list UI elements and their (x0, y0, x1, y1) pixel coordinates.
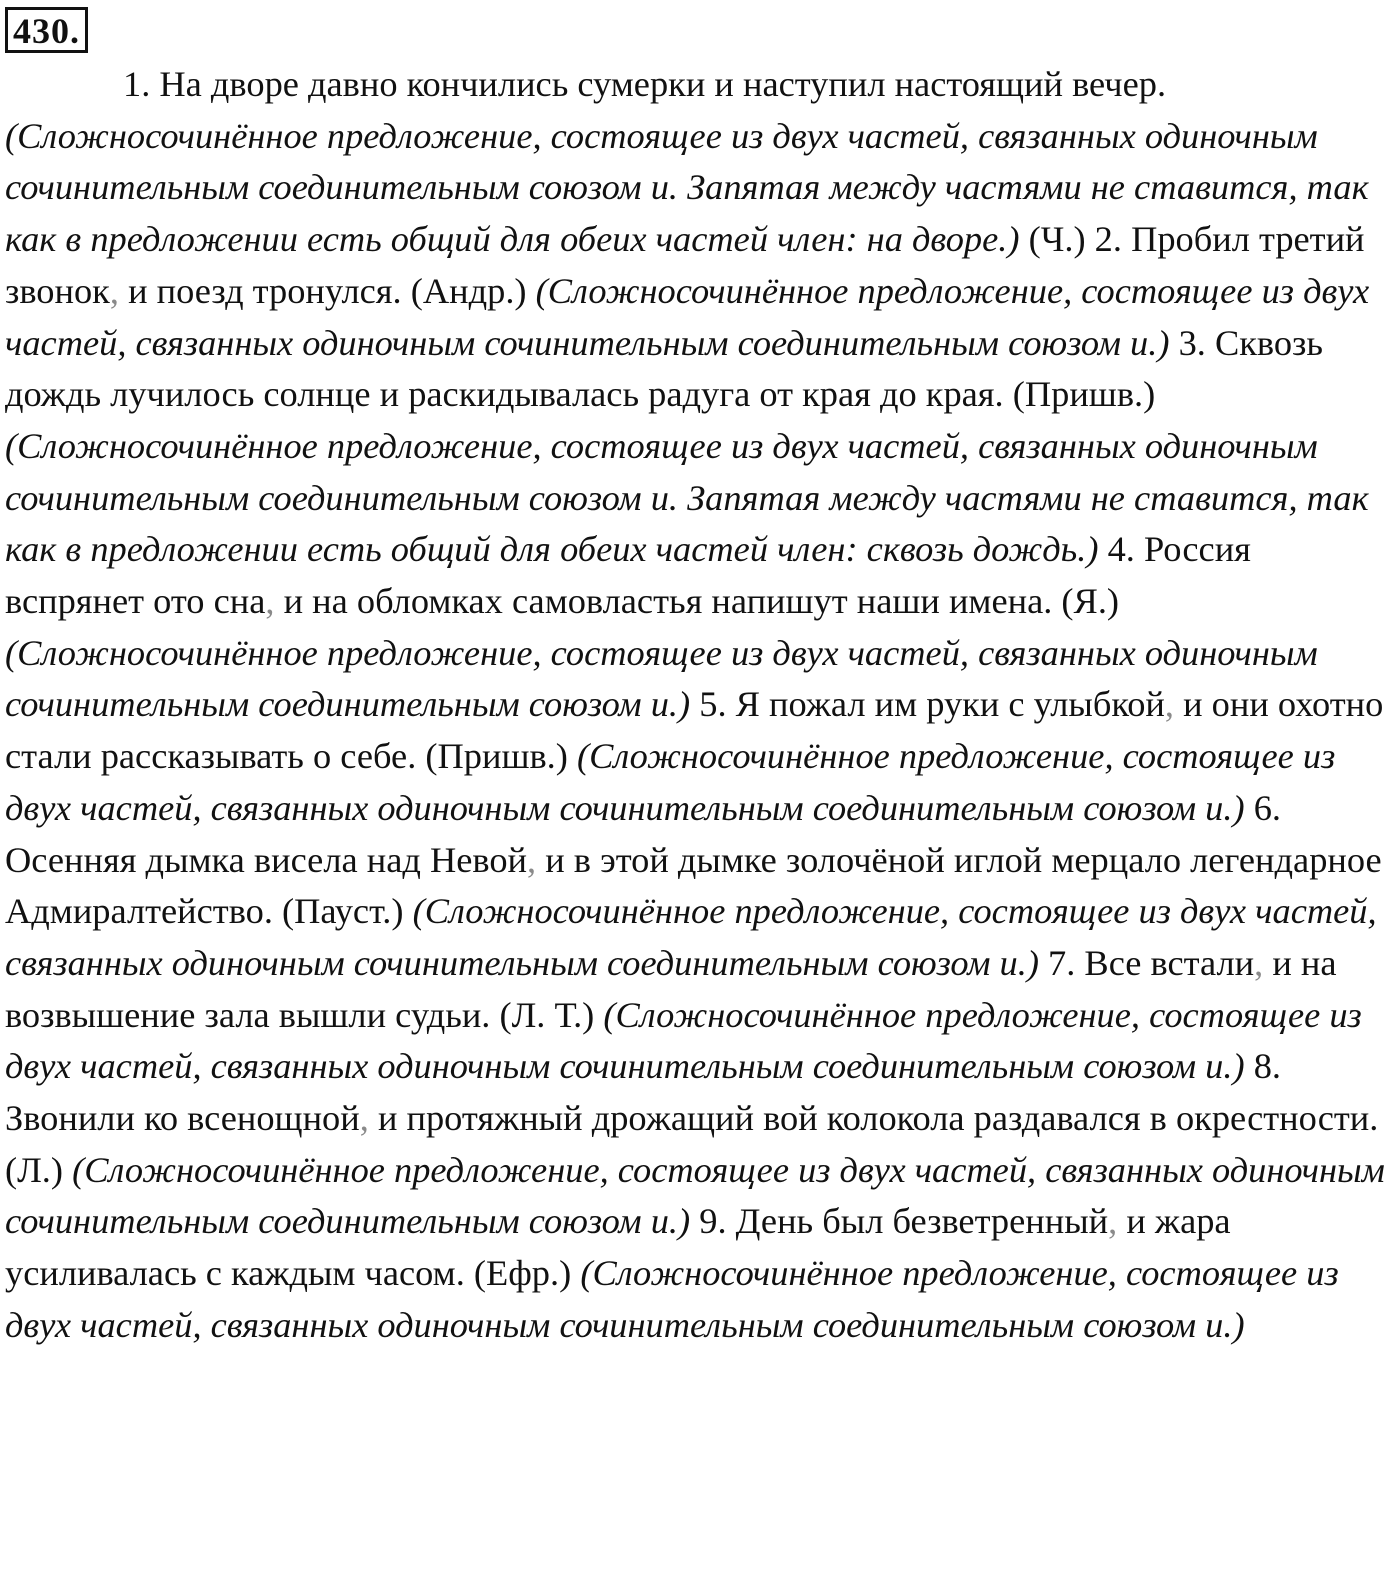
exercise-number: 430. (5, 7, 88, 53)
highlighted-comma: , (1254, 942, 1264, 983)
grammar-note: (Сложносочинённое предложение, состоящее из двух частей, связанных одиночным сочинительным соединительным союзом и.) (5, 632, 1318, 725)
sentence-text: и на возвышение зала вышли судьи. (Л. Т.) (5, 942, 1337, 1035)
grammar-note: (Сложносочинённое предложение, состоящее из двух частей, связанных одиночным сочинительным соединительным союзом и. Запятая между частями не ставится, так как в предложении есть общий для обеих частей член: на дворе.) (5, 115, 1369, 260)
sentence-text: 3. Сквозь дождь лучилось солнце и раскидывалась радуга от края до края. (Пришв.) (5, 322, 1324, 415)
grammar-note: (Сложносочинённое предложение, состоящее из двух частей, связанных одиночным сочинительным соединительным союзом и.) (5, 736, 1336, 828)
sentence-text: (Ч.) 2. Пробил третий звонок (5, 219, 1365, 311)
sentence-text: 9. День был безветренный (690, 1201, 1109, 1242)
sentence-text: и в этой дымке золочёной иглой мерцало легендарное Адмиралтейство. (Пауст.) (5, 839, 1382, 932)
highlighted-comma: , (265, 581, 275, 622)
sentence-text: и на обломках самовластья напишут наши имена. (Я.) (274, 581, 1120, 622)
sentence-text: и жара усиливалась с каждым часом. (Ефр.) (5, 1201, 1231, 1294)
grammar-note: (Сложносочинённое предложение, состоящее из двух частей, связанных одиночным сочинительным соединительным союзом и.) (5, 891, 1377, 983)
sentence-text: и протяжный дрожащий вой колокола раздавался в окрестности. (Л.) (5, 1098, 1379, 1190)
highlighted-comma: , (1108, 1201, 1118, 1242)
sentence-text: 7. Все встали (1038, 942, 1255, 983)
grammar-note: (Сложносочинённое предложение, состоящее из двух частей, связанных одиночным сочинительным соединительным союзом и.) (5, 1149, 1385, 1242)
sentence-text: и поезд тронулся. (Андр.) (118, 270, 536, 311)
sentence-text: 8. Звонили ко всенощной (5, 1046, 1281, 1139)
highlighted-comma: , (527, 839, 537, 880)
sentence-text: 4. Россия вспрянет ото сна (5, 529, 1251, 622)
highlighted-comma: , (109, 270, 119, 311)
answer-paragraph (5, 59, 1395, 1352)
document-page (5, 0, 1395, 1352)
highlighted-comma: , (359, 1098, 369, 1139)
highlighted-comma: , (1164, 684, 1174, 725)
sentence-text: и они охотно стали рассказывать о себе. (Пришв.) (5, 684, 1384, 777)
sentence-text: 5. Я пожал им руки с улыбкой (690, 684, 1165, 725)
sentence-text: 1. На дворе давно кончились сумерки и наступил настоящий вечер. (123, 64, 1167, 104)
grammar-note: (Сложносочинённое предложение, состоящее из двух частей, связанных одиночным сочинительным соединительным союзом и. Запятая между частями не ставится, так как в предложении есть общий для обеих частей член: сквозь дождь.) (5, 425, 1369, 570)
grammar-note: (Сложносочинённое предложение, состоящее из двух частей, связанных одиночным сочинительным соединительным союзом и.) (5, 1253, 1339, 1345)
grammar-note: (Сложносочинённое предложение, состоящее из двух частей, связанных одиночным сочинительным соединительным союзом и.) (5, 994, 1362, 1087)
grammar-note: (Сложносочинённое предложение, состоящее из двух частей, связанных одиночным сочинительным соединительным союзом и.) (5, 270, 1370, 363)
sentence-text: 6. Осенняя дымка висела над Невой (5, 787, 1281, 880)
